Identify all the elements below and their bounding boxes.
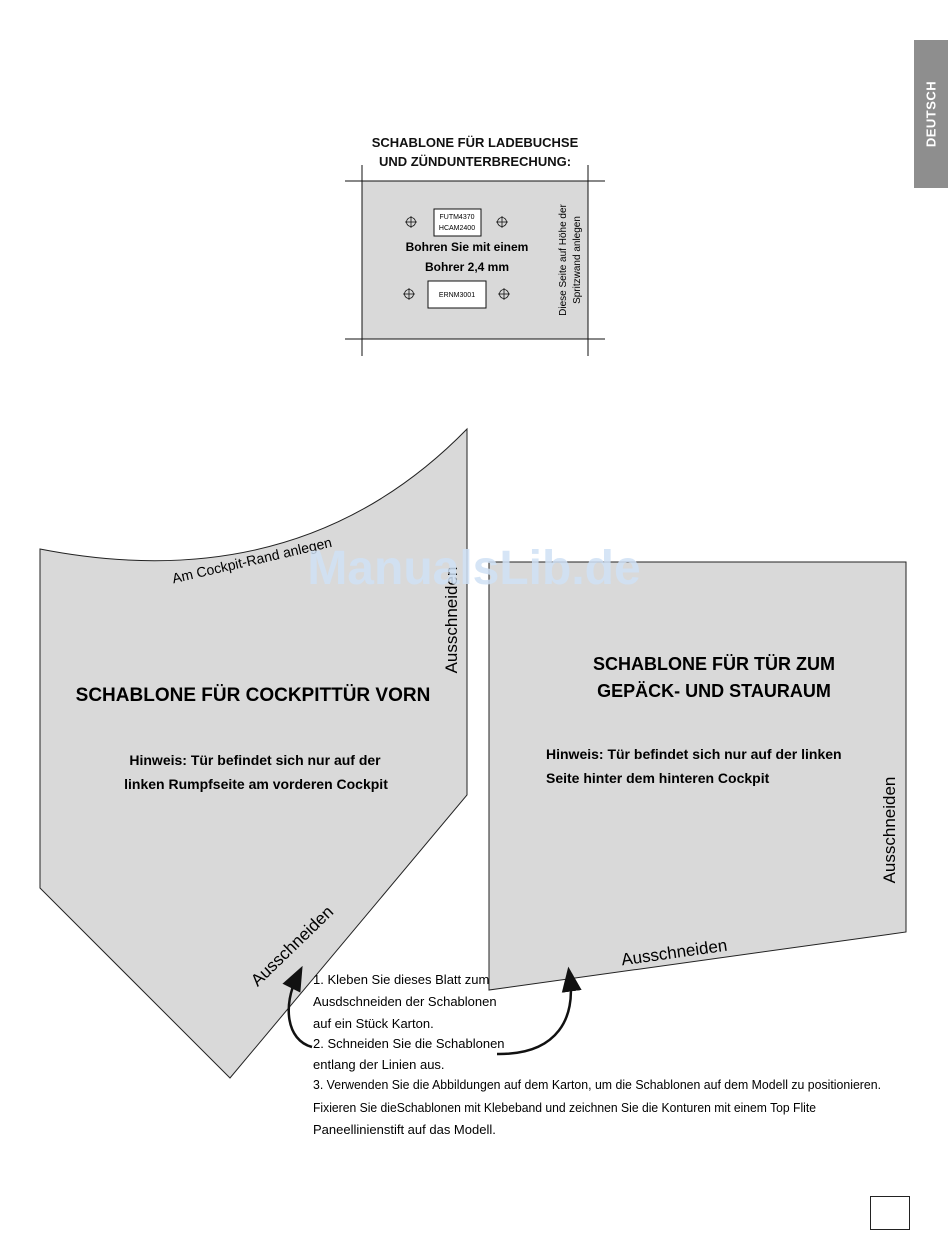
code-box-top-line2: HCAM2400 [438,225,476,232]
side-note-line1: Diese Seite auf Höhe der [558,204,569,316]
instruction-step3-line1: 3. Verwenden Sie die Abbildungen auf dem Karton, um die Schablonen auf dem Modell zu positionieren. [313,1077,881,1092]
watermark: ManualsLib.de [307,542,641,595]
instruction-step1-line2: Ausdschneiden der Schablonen [313,994,497,1009]
front-door-note-line2: linken Rumpfseite am vorderen Cockpit [124,776,388,792]
front-door-title: SCHABLONE FÜR COCKPITTÜR VORN [75,685,431,706]
luggage-door-title-line2: GEPÄCK- UND STAURAUM [597,681,831,701]
drill-note-line1: Bohren Sie mit einem [405,240,529,254]
charging-template [345,165,605,356]
code-box-bottom-label: ERNM3001 [438,292,476,299]
front-door-edge-label: Am Cockpit-Rand anlegen [170,533,334,587]
luggage-door-cut-label-right: Ausschneiden [880,776,899,884]
instruction-step3-line2: Fixieren Sie dieSchablonen mit Klebeband und zeichnen Sie die Konturen mit einem Top Flite [313,1100,816,1115]
page-number-box [870,1196,910,1230]
luggage-door-template [489,562,906,990]
drill-note-line2: Bohrer 2,4 mm [424,260,510,274]
charging-template-title-line2: UND ZÜNDUNTERBRECHUNG: [378,154,572,169]
instruction-step3-line3: Paneellinienstift auf das Modell. [313,1122,496,1137]
front-door-cut-label-right: Ausschneiden [442,566,461,674]
language-tab-label: DEUTSCH [923,80,939,148]
instruction-step2-line1: 2. Schneiden Sie die Schablonen [313,1036,505,1051]
luggage-door-cut-label-bottom: Ausschneiden [620,935,729,970]
luggage-door-note-line1: Hinweis: Tür befindet sich nur auf der linken [546,746,842,762]
arrow-icon [497,979,571,1054]
instruction-step2-line2: entlang der Linien aus. [313,1057,445,1072]
luggage-door-title-line1: SCHABLONE FÜR TÜR ZUM [593,654,835,674]
instructions [313,972,881,1137]
charging-template-title-line1: SCHABLONE FÜR LADEBUCHSE [371,135,579,150]
side-note-line2: Spritzwand anlegen [572,216,583,304]
instruction-step1-line1: 1. Kleben Sie dieses Blatt zum [313,972,490,987]
front-door-note-line1: Hinweis: Tür befindet sich nur auf der [129,752,381,768]
instruction-step1-line3: auf ein Stück Karton. [313,1016,434,1031]
front-door-cut-label-bottom: Ausschneiden [247,902,338,990]
code-box-top-line1: FUTM4370 [439,214,475,221]
luggage-door-note-line2: Seite hinter dem hinteren Cockpit [546,770,770,786]
